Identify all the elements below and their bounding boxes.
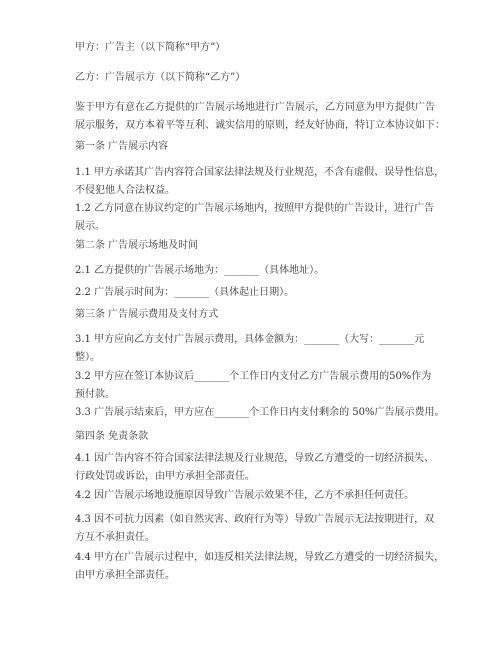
article4-4-line-2: 由甲方承担全部责任。 [75,570,175,581]
article3-2-line-1: 3.2 甲方应在签订本协议后_______个工作日内支付乙方广告展示费用的50%作为 [75,371,432,382]
article4-1-line-2: 行政处罚或诉讼，由甲方承担全部责任。 [75,471,255,482]
article1-2-line-1: 1.2 乙方同意在协议约定的广告展示场地内，按照甲方提供的广告设计，进行广告 [75,203,435,214]
article4-title: 第四条 免责条款 [75,431,149,442]
intro-line-2: 展示服务，双方本着平等互利、诚实信用的原则，经友好协商，特订立本协议如下： [75,120,445,131]
article1-1-line-2: 不侵犯他人合法权益。 [75,185,175,196]
article4-2: 4.2 因广告展示场地设施原因导致广告展示效果不佳，乙方不承担任何责任。 [75,490,415,501]
article3-title: 第三条 广告展示费用及支付方式 [75,309,219,320]
article4-3-line-2: 方互不承担责任。 [75,532,155,543]
article2-1: 2.1 乙方提供的广告展示场地为：_______（具体地址）。 [75,265,325,276]
party-b-line: 乙方：广告展示方（以下简称“乙方”） [75,72,246,83]
article2-title: 第二条 广告展示场地及时间 [75,240,199,251]
article3-2-line-2: 预付款。 [75,389,115,400]
article4-3-line-1: 4.3 因不可抗力因素（如自然灾害、政府行为等）导致广告展示无法按期进行，双 [75,514,435,525]
article3-1-line-2: 整）。 [75,352,100,363]
intro-line-1: 鉴于甲方有意在乙方提供的广告展示场地进行广告展示，乙方同意为甲方提供广告 [75,102,435,113]
article2-2: 2.2 广告展示时间为：_______（具体起止日期）。 [75,287,295,298]
article4-1-line-1: 4.1 因广告内容不符合国家法律法规及行业规范，导致乙方遭受的一切经济损失、 [75,453,435,464]
article1-title: 第一条 广告展示内容 [75,141,169,152]
article3-1-line-1: 3.1 甲方应向乙方支付广告展示费用，具体金额为：_______（大写：_______元 [75,334,425,345]
article1-1-line-1: 1.1 甲方承诺其广告内容符合国家法律法规及行业规范，不含有虚假、误导性信息， [75,167,445,178]
article1-2-line-2: 展示。 [75,221,105,232]
article4-4-line-1: 4.4 甲方在广告展示过程中，如违反相关法律法规，导致乙方遭受的一切经济损失， [75,552,445,563]
party-a-line: 甲方：广告主（以下简称“甲方”） [75,42,226,53]
article3-3: 3.3 广告展示结束后，甲方应在_______个工作日内支付剩余的 50%广告展示费用。 [75,407,445,418]
